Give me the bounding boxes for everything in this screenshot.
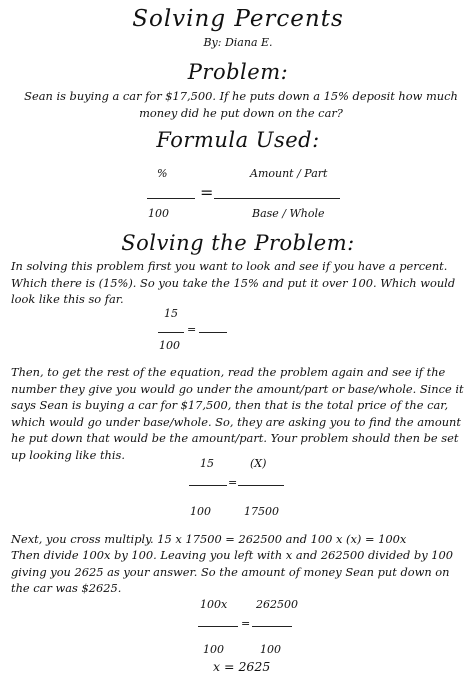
eq1-numerator: 15 xyxy=(164,307,178,320)
eq3-right-numerator: 262500 xyxy=(256,598,298,611)
eq2-right-denominator: 17500 xyxy=(244,505,279,518)
eq3-left-fraction-bar xyxy=(198,626,238,627)
formula-right-fraction-bar xyxy=(214,198,340,199)
eq2-left-fraction-bar xyxy=(189,485,227,486)
eq1-equals-sign: = xyxy=(187,323,197,336)
formula-heading: Formula Used: xyxy=(156,128,320,152)
eq1-fraction-bar xyxy=(158,332,184,333)
eq2-right-numerator: (X) xyxy=(250,457,267,470)
formula-amount-part: Amount / Part xyxy=(250,167,328,180)
page-title: Solving Percents xyxy=(132,6,344,32)
eq2-left-denominator: 100 xyxy=(190,505,211,518)
formula-percent: % xyxy=(157,167,168,180)
formula-hundred: 100 xyxy=(148,207,169,220)
formula-left-fraction-bar xyxy=(147,198,195,199)
solving-heading: Solving the Problem: xyxy=(121,231,355,255)
solving-paragraph-3-line-1: Next, you cross multiply. 15 x 17500 = 262500 and 100 x (x) = 100x xyxy=(11,532,407,546)
formula-equals-sign: = xyxy=(200,183,214,202)
eq3-left-denominator: 100 xyxy=(203,643,224,656)
solving-paragraph-2: Then, to get the rest of the equation, read the problem again and see if the number they give you would go under the amount/part or base/whole. Since it says Sean is buying a car for $17,500, then that is the total price of the car, which would go under base/whole. So, they are asking you to find the amount he put down that would be the amount/part. Your problem should then be set up looking like this. xyxy=(11,365,464,462)
problem-heading: Problem: xyxy=(187,60,289,84)
author-byline: By: Diana E. xyxy=(203,36,273,49)
eq2-right-fraction-bar xyxy=(238,485,284,486)
formula-base-whole: Base / Whole xyxy=(252,207,325,220)
eq2-left-numerator: 15 xyxy=(200,457,214,470)
eq3-right-denominator: 100 xyxy=(260,643,281,656)
solving-paragraph-3: Then divide 100x by 100. Leaving you left with x and 262500 divided by 100 giving you 2625 as your answer. So the amount of money Sean put down on the car was $2625. xyxy=(11,548,454,595)
final-answer: x = 2625 xyxy=(213,659,271,674)
eq1-denominator: 100 xyxy=(159,339,180,352)
eq1-blank-line xyxy=(199,332,227,333)
eq3-left-numerator: 100x xyxy=(200,598,228,611)
solving-paragraph-1: In solving this problem first you want to look and see if you have a percent. Which there is (15%). So you take the 15% and put it over 100. Which would look like this so far. xyxy=(11,259,456,306)
eq3-right-fraction-bar xyxy=(252,626,292,627)
eq3-equals-sign: = xyxy=(241,617,251,630)
eq2-equals-sign: = xyxy=(228,476,238,489)
problem-text: Sean is buying a car for $17,500. If he puts down a 15% deposit how much money did he put down on the car? xyxy=(24,89,458,120)
